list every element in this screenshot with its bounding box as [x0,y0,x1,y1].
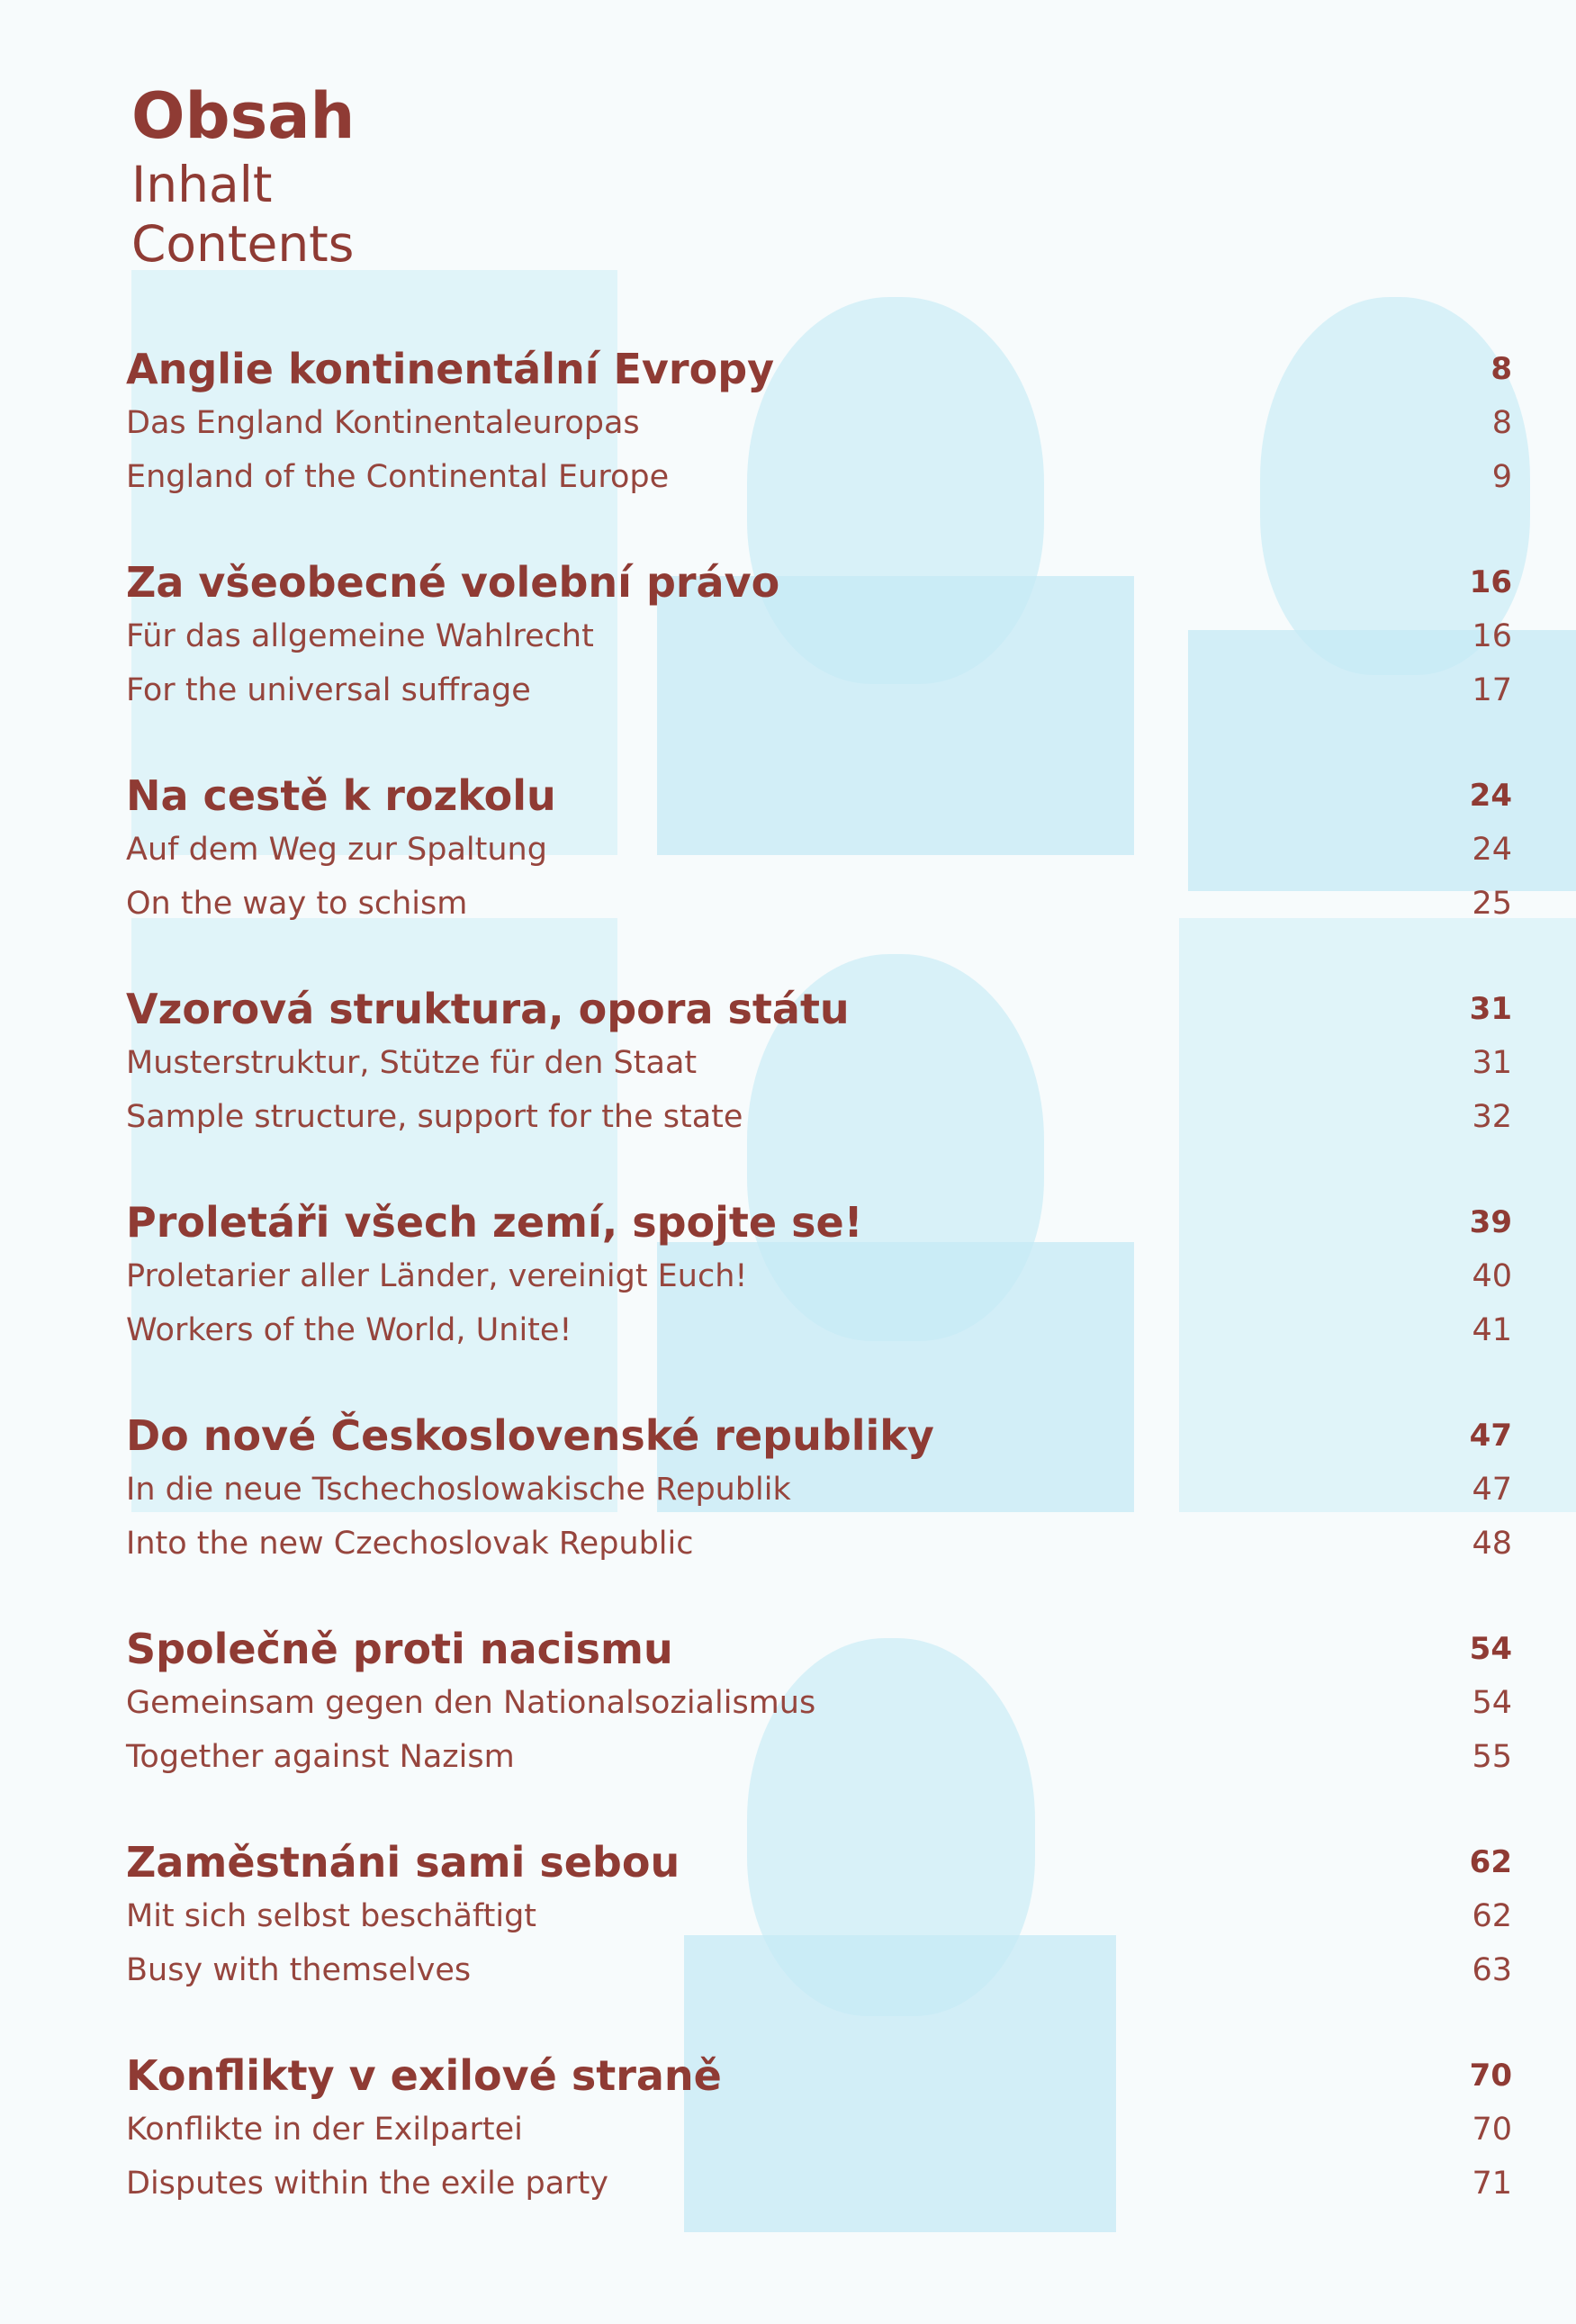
page-number: 39 [1469,1204,1512,1240]
chapter-title-german: In die neue Tschechoslowakische Republik [126,1472,791,1508]
page-number: 62 [1472,1898,1512,1934]
toc-german-row[interactable] [126,1249,1512,1303]
page-number: 9 [1491,459,1512,495]
chapter-title-english: Sample structure, support for the state [126,1099,743,1135]
toc-czech-row[interactable] [126,555,1512,609]
toc-english-row[interactable] [126,1090,1512,1144]
page-number: 24 [1469,778,1512,814]
toc-english-row[interactable] [126,1943,1512,1997]
toc-czech-row[interactable] [126,2049,1512,2103]
toc-czech-row[interactable] [126,1622,1512,1676]
toc-entry [126,1622,1512,1784]
toc-entry [126,342,1512,504]
chapter-title-german: Das England Kontinentaleuropas [126,405,640,441]
page-number: 70 [1469,2058,1512,2094]
toc-entry [126,555,1512,717]
toc-german-row[interactable] [126,1676,1512,1730]
page-number: 16 [1469,564,1512,600]
chapter-title-czech: Anglie kontinentální Evropy [126,345,775,393]
page-number: 8 [1491,405,1512,441]
toc-english-row[interactable] [126,877,1512,931]
toc-czech-row[interactable] [126,1835,1512,1889]
toc-german-row[interactable] [126,1036,1512,1090]
chapter-title-german: Für das allgemeine Wahlrecht [126,618,594,654]
chapter-title-german: Mit sich selbst beschäftigt [126,1898,537,1934]
chapter-title-english: England of the Continental Europe [126,459,670,495]
page-number: 40 [1472,1258,1512,1294]
toc-german-row[interactable] [126,2103,1512,2157]
toc-german-row[interactable] [126,1463,1512,1517]
toc-german-row[interactable] [126,1889,1512,1943]
toc-english-row[interactable] [126,2157,1512,2211]
toc-english-row[interactable] [126,1517,1512,1571]
chapter-title-czech: Konflikty v exilové straně [126,2051,722,2100]
page-number: 31 [1469,991,1512,1027]
page-number: 41 [1472,1312,1512,1348]
chapter-title-german: Gemeinsam gegen den Nationalsozialismus [126,1685,816,1721]
page-number: 8 [1490,351,1512,387]
toc-english-row[interactable] [126,663,1512,717]
chapter-title-english: On the way to schism [126,886,468,922]
page-number: 54 [1469,1631,1512,1667]
chapter-title-german: Musterstruktur, Stütze für den Staat [126,1045,698,1081]
toc-czech-row[interactable] [126,769,1512,823]
toc-english-row[interactable] [126,1303,1512,1357]
page-number: 32 [1472,1099,1512,1135]
chapter-title-czech: Na cestě k rozkolu [126,771,556,820]
heading-czech: Obsah [131,79,356,153]
page-number: 70 [1472,2112,1512,2148]
toc-czech-row[interactable] [126,982,1512,1036]
toc-german-row[interactable] [126,609,1512,663]
chapter-title-czech: Proletáři všech zemí, spojte se! [126,1198,863,1247]
toc-german-row[interactable] [126,823,1512,877]
chapter-title-english: For the universal suffrage [126,672,531,708]
chapter-title-english: Into the new Czechoslovak Republic [126,1526,694,1562]
page-number: 54 [1472,1685,1512,1721]
toc-entry [126,1195,1512,1357]
toc-entry [126,1409,1512,1571]
contents-heading [131,77,355,274]
chapter-title-czech: Vzorová struktura, opora státu [126,985,850,1033]
heading-english: Contents [131,215,355,273]
chapter-title-czech: Za všeobecné volební právo [126,558,780,607]
page-number: 55 [1472,1739,1512,1775]
toc-entry [126,1835,1512,1997]
chapter-title-english: Busy with themselves [126,1952,472,1988]
page-number: 47 [1469,1418,1512,1454]
chapter-title-czech: Do nové Československé republiky [126,1411,934,1460]
page-number: 24 [1472,832,1512,868]
toc-german-row[interactable] [126,396,1512,450]
page-number: 48 [1472,1526,1512,1562]
page-number: 25 [1472,886,1512,922]
chapter-title-czech: Společně proti nacismu [126,1625,673,1673]
toc-english-row[interactable] [126,1730,1512,1784]
chapter-title-english: Disputes within the exile party [126,2166,609,2202]
page-number: 31 [1472,1045,1512,1081]
toc-entry [126,982,1512,1144]
page-number: 17 [1472,672,1512,708]
page-number: 47 [1472,1472,1512,1508]
page-number: 63 [1472,1952,1512,1988]
heading-german: Inhalt [131,156,273,213]
chapter-title-czech: Zaměstnáni sami sebou [126,1838,680,1887]
chapter-title-german: Konflikte in der Exilpartei [126,2112,523,2148]
toc-entry [126,2049,1512,2211]
toc-czech-row[interactable] [126,342,1512,396]
chapter-title-english: Workers of the World, Unite! [126,1312,572,1348]
chapter-title-english: Together against Nazism [126,1739,515,1775]
chapter-title-german: Auf dem Weg zur Spaltung [126,832,547,868]
page-number: 16 [1472,618,1512,654]
page-number: 62 [1469,1844,1512,1880]
chapter-title-german: Proletarier aller Länder, vereinigt Euch! [126,1258,748,1294]
toc-czech-row[interactable] [126,1195,1512,1249]
page-number: 71 [1472,2166,1512,2202]
toc-czech-row[interactable] [126,1409,1512,1463]
toc-entry [126,769,1512,931]
toc-english-row[interactable] [126,450,1512,504]
